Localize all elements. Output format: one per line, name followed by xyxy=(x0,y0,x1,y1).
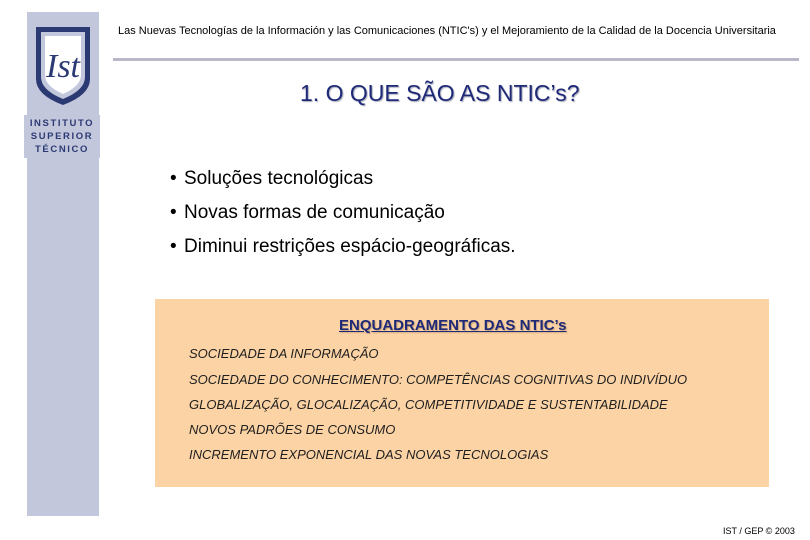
box-item: GLOBALIZAÇÃO, GLOCALIZAÇÃO, COMPETITIVIDADE E SUSTENTABILIDADE xyxy=(189,397,668,412)
slide-title: 1. O QUE SÃO AS NTIC’s? xyxy=(300,80,580,106)
bullet-list xyxy=(170,162,516,264)
box-item: SOCIEDADE DA INFORMAÇÃO xyxy=(189,346,379,361)
logo-letters: Ist xyxy=(46,48,80,85)
bullet-item: • Diminui restrições espácio-geográficas. xyxy=(170,236,516,257)
bullet-item: • Soluções tecnológicas xyxy=(170,168,374,189)
box-item: NOVOS PADRÕES DE CONSUMO xyxy=(189,422,396,437)
header-title: Las Nuevas Tecnologías de la Información y las Comunicaciones (NTIC's) y el Mejoramiento de la Calidad de la Docencia Universitaria xyxy=(118,25,776,37)
institution-line-2: SUPERIOR xyxy=(30,131,94,142)
institution-line-1: INSTITUTO xyxy=(29,118,95,129)
header-divider xyxy=(113,58,799,61)
bullet-text: Novas formas de comunicação xyxy=(184,202,445,223)
bullet-item: • Novas formas de comunicação xyxy=(170,202,445,223)
footer-credit: IST / GEP © 2003 xyxy=(723,526,795,536)
box-item: SOCIEDADE DO CONHECIMENTO: COMPETÊNCIAS COGNITIVAS DO INDIVÍDUO xyxy=(189,372,688,387)
institution-line-3: TÉCNICO xyxy=(35,144,89,155)
box-item: INCREMENTO EXPONENCIAL DAS NOVAS TECNOLOGIAS xyxy=(189,447,549,462)
bullet-text: Diminui restrições espácio-geográficas. xyxy=(184,236,516,257)
institution-name xyxy=(24,115,100,158)
box-title: ENQUADRAMENTO DAS NTIC’s xyxy=(339,317,567,334)
bullet-text: Soluções tecnológicas xyxy=(184,168,374,189)
